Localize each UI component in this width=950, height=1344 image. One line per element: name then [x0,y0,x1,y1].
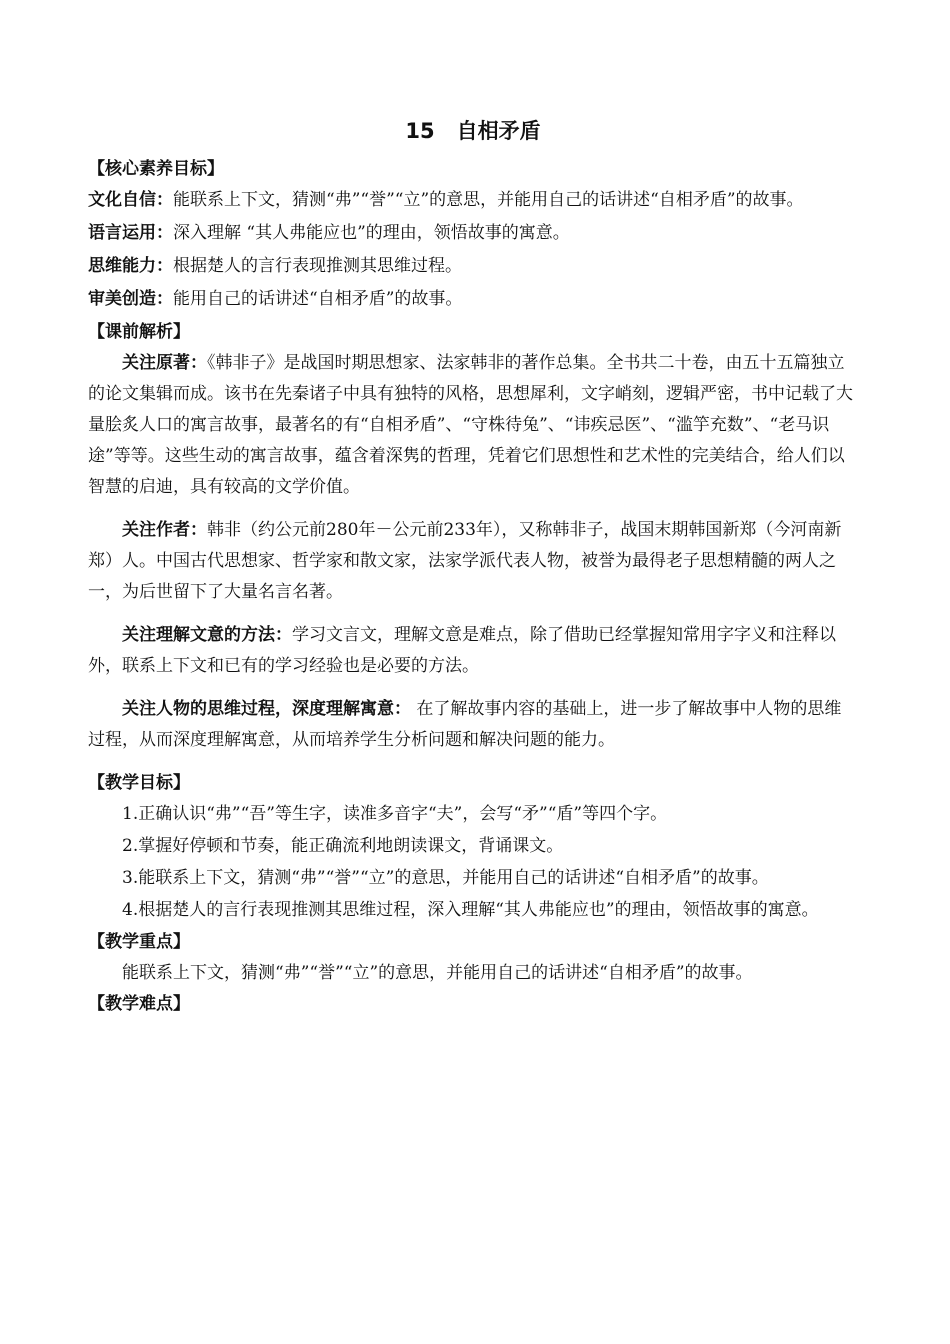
page-title [88,116,858,146]
analysis-label: 关注人物的思维过程，深度理解寓意： [122,699,411,719]
core-goal-text: 深入理解 “其人弗能应也”的理由，领悟故事的寓意。 [173,223,570,243]
analysis-paragraph [88,515,858,608]
core-goal-label: 文化自信： [88,190,173,210]
core-goal-item [88,185,858,216]
section-heading-teaching-goals: 【教学目标】 [88,773,190,793]
core-goal-label: 语言运用： [88,223,173,243]
analysis-label: 关注理解文意的方法： [122,625,292,645]
section-heading-core-goals: 【核心素养目标】 [88,159,224,179]
section-heading-pre-analysis: 【课前解析】 [88,322,190,342]
analysis-text: 韩非（约公元前280年－公元前233年），又称韩非子，战国末期韩国新郑（今河南新郑）人。中国古代思想家、哲学家和散文家，法家学派代表人物，被誉为最得老子思想精髓的两人之一，为后世留下了大量名言名著。 [88,520,842,602]
core-goal-label: 审美创造： [88,289,173,309]
core-goal-text: 能用自己的话讲述“自相矛盾”的故事。 [173,289,463,309]
analysis-label: 关注原著： [122,353,207,373]
core-goal-label: 思维能力： [88,256,173,276]
core-goal-item [88,251,858,282]
key-points-text: 能联系上下文，猜测“弗”“誉”“立”的意思，并能用自己的话讲述“自相矛盾”的故事。 [122,963,753,983]
analysis-text: 学习文言文，理解文意是难点，除了借助已经掌握知常用字字义和注释以外，联系上下文和已有的学习经验也是必要的方法。 [88,625,836,676]
section-heading-key-points: 【教学重点】 [88,932,190,952]
teaching-goal-item: 4.根据楚人的言行表现推测其思维过程，深入理解“其人弗能应也”的理由，领悟故事的寓意。 [122,900,819,920]
analysis-paragraph [88,694,858,756]
core-goal-text: 能联系上下文，猜测“弗”“誉”“立”的意思，并能用自己的话讲述“自相矛盾”的故事。 [173,190,804,210]
analysis-paragraph [88,620,858,682]
teaching-goal-item: 2.掌握好停顿和节奏，能正确流利地朗读课文，背诵课文。 [122,836,564,856]
lesson-number: 15 [405,119,435,143]
teaching-goal-item: 3.能联系上下文，猜测“弗”“誉”“立”的意思，并能用自己的话讲述“自相矛盾”的故事。 [122,868,769,888]
teaching-goal-item: 1.正确认识“弗”“吾”等生字，读准多音字“夫”，会写“矛”“盾”等四个字。 [122,804,668,824]
core-goal-item [88,284,858,315]
section-heading-difficulties: 【教学难点】 [88,994,190,1014]
lesson-title: 自相矛盾 [456,119,541,143]
analysis-label: 关注作者： [122,520,207,540]
core-goal-item [88,218,858,249]
analysis-paragraph [88,348,858,503]
core-goal-text: 根据楚人的言行表现推测其思维过程。 [173,256,462,276]
analysis-text: 在了解故事内容的基础上，进一步了解故事中人物的思维过程，从而深度理解寓意，从而培养学生分析问题和解决问题的能力。 [88,699,842,750]
analysis-text: 《韩非子》是战国时期思想家、法家韩非的著作总集。全书共二十卷，由五十五篇独立的论文集辑而成。该书在先秦诸子中具有独特的风格，思想犀利，文字峭刻，逻辑严密，书中记载了大量脍炙人口的寓言故事，最著名的有“自相矛盾”、“守株待兔”、“讳疾忌医”、“滥竽充数”、“老马识途”等等。这些生动的寓言故事，蕴含着深隽的哲理，凭着它们思想性和艺术性的完美结合，给人们以智慧的启迪，具有较高的文学价值。 [88,353,853,497]
